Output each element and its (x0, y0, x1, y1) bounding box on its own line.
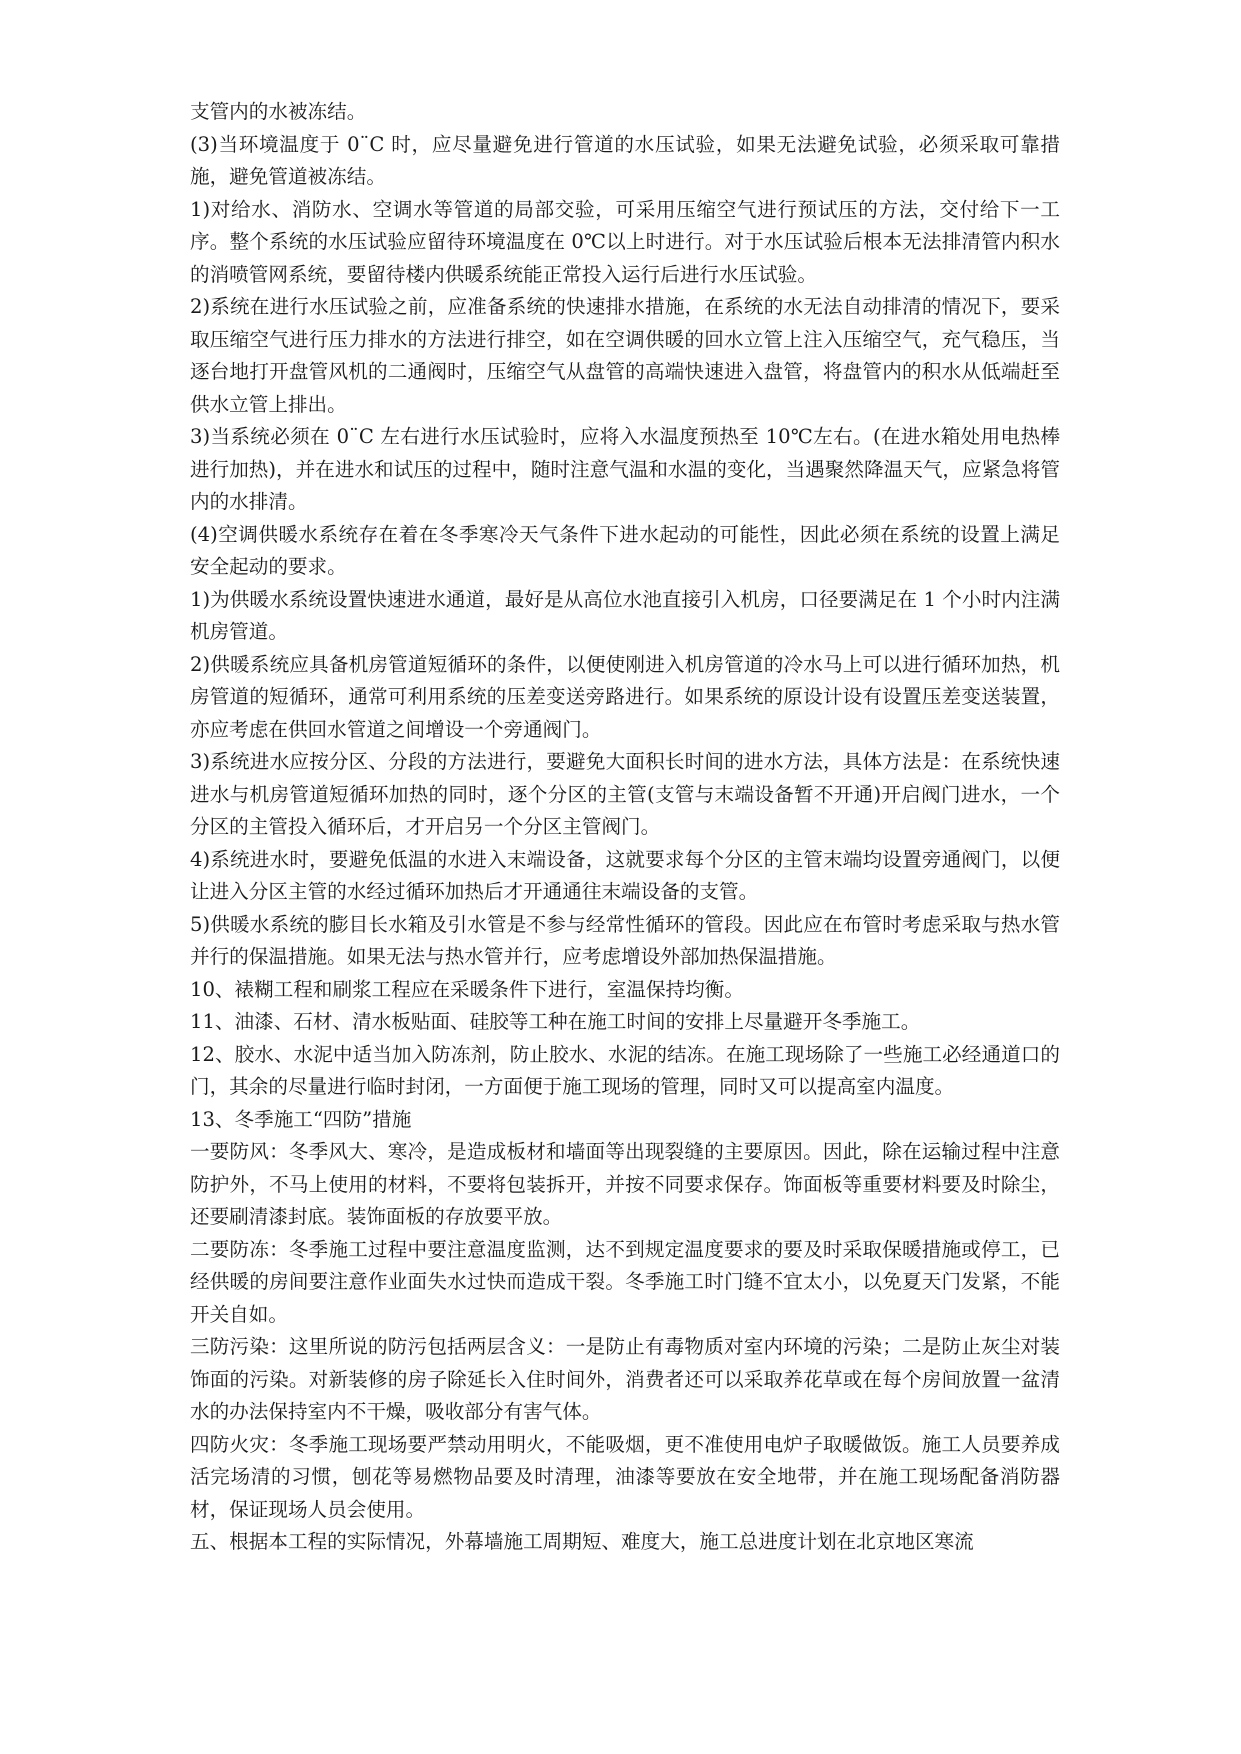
paragraph-item-11: 11、油漆、石材、清水板贴面、硅胶等工种在施工时间的安排上尽量避开冬季施工。 (190, 1010, 921, 1033)
paragraph-4-sub-2: 2)供暖系统应具备机房管道短循环的条件，以便使刚进入机房管道的冷水马上可以进行循环加热，机房管道的短循环，通常可利用系统的压差变送旁路进行。如果系统的原设计设有设置压差变送装置，亦应考虑在供回水管道之间增设一个旁通阀门。 (190, 652, 1060, 741)
paragraph-4-sub-3: 3)系统进水应按分区、分段的方法进行，要避免大面积长时间的进水方法，具体方法是：在系统快速进水与机房管道短循环加热的同时，逐个分区的主管(支管与末端设备暂不开通)开启阀门进水，一个分区的主管投入循环后，才开启另一个分区主管阀门。 (190, 750, 1060, 838)
paragraph-3-sub-1: 1)对给水、消防水、空调水等管道的局部交验，可采用压缩空气进行预试压的方法，交付给下一工序。整个系统的水压试验应留待环境温度在 0℃以上时进行。对于水压试验后根本无法排清管内积水的消喷管网系统，要留待楼内供暖系统能正常投入运行后进行水压试验。 (190, 197, 1060, 286)
paragraph-item-10: 10、裱糊工程和刷浆工程应在采暖条件下进行，室温保持均衡。 (190, 977, 744, 1001)
paragraph-4-sub-4: 4)系统进水时，要避免低温的水进入末端设备，这就要求每个分区的主管末端均设置旁通阀门，以便让进入分区主管的水经过循环加热后才开通通往末端设备的支管。 (190, 847, 1060, 903)
paragraph-continuation: 支管内的水被冻结。 (190, 100, 367, 123)
paragraph-item-13-heading: 13、冬季施工“四防”措施 (190, 1107, 412, 1131)
paragraph-3-sub-3: 3)当系统必须在 0¨C 左右进行水压试验时，应将入水温度预热至 10℃左右。(在进水箱处用电热棒进行加热)，并在进水和试压的过程中，随时注意气温和水温的变化，当遇聚然降温天气，应紧急将管内的水排清。 (190, 425, 1060, 513)
paragraph-item-3: (3)当环境温度于 0¨C 时，应尽量避免进行管道的水压试验，如果无法避免试验，必须采取可靠措施，避免管道被冻结。 (190, 132, 1060, 188)
document-body (190, 96, 1060, 1559)
paragraph-frost-protection: 二要防冻：冬季施工过程中要注意温度监测，达不到规定温度要求的要及时采取保暖措施或停工，已经供暖的房间要注意作业面失水过快而造成干裂。冬季施工时门缝不宜太小，以免夏天门发紧，不能开关自如。 (190, 1237, 1060, 1326)
paragraph-item-4: (4)空调供暖水系统存在着在冬季寒冷天气条件下进水起动的可能性，因此必须在系统的设置上满足安全起动的要求。 (190, 522, 1060, 578)
paragraph-section-5: 五、根据本工程的实际情况，外幕墙施工周期短、难度大，施工总进度计划在北京地区寒流 (190, 1530, 974, 1553)
paragraph-pollution-protection: 三防污染：这里所说的防污包括两层含义：一是防止有毒物质对室内环境的污染；二是防止灰尘对装饰面的污染。对新装修的房子除延长入住时间外，消费者还可以采取养花草或在每个房间放置一盆清水的办法保持室内不干燥，吸收部分有害气体。 (190, 1335, 1060, 1423)
paragraph-fire-protection: 四防火灾：冬季施工现场要严禁动用明火，不能吸烟，更不准使用电炉子取暖做饭。施工人员要养成活完场清的习惯，刨花等易燃物品要及时清理，油漆等要放在安全地带，并在施工现场配备消防器材，保证现场人员会使用。 (190, 1432, 1060, 1521)
paragraph-4-sub-1: 1)为供暖水系统设置快速进水通道，最好是从高位水池直接引入机房，口径要满足在 1 个小时内注满机房管道。 (190, 587, 1060, 643)
paragraph-item-12: 12、胶水、水泥中适当加入防冻剂，防止胶水、水泥的结冻。在施工现场除了一些施工必经通道口的门，其余的尽量进行临时封闭，一方面便于施工现场的管理，同时又可以提高室内温度。 (190, 1042, 1060, 1098)
paragraph-4-sub-5: 5)供暖水系统的膨目长水箱及引水管是不参与经常性循环的管段。因此应在布管时考虑采取与热水管并行的保温措施。如果无法与热水管并行，应考虑增设外部加热保温措施。 (190, 912, 1060, 968)
paragraph-3-sub-2: 2)系统在进行水压试验之前，应准备系统的快速排水措施，在系统的水无法自动排清的情况下，要采取压缩空气进行压力排水的方法进行排空，如在空调供暖的回水立管上注入压缩空气，充气稳压，当逐台地打开盘管风机的二通阀时，压缩空气从盘管的高端快速进入盘管，将盘管内的积水从低端赶至供水立管上排出。 (190, 295, 1060, 416)
paragraph-wind-protection: 一要防风：冬季风大、寒冷，是造成板材和墙面等出现裂缝的主要原因。因此，除在运输过程中注意防护外，不马上使用的材料，不要将包装拆开，并按不同要求保存。饰面板等重要材料要及时除尘，还要刷清漆封底。装饰面板的存放要平放。 (190, 1140, 1060, 1228)
